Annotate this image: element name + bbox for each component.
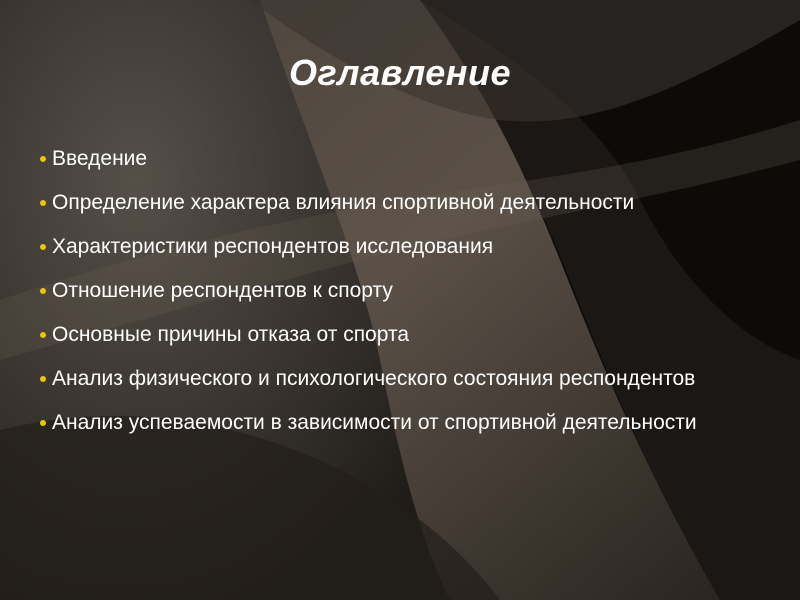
toc-item-academic-performance <box>40 407 710 438</box>
bullet-icon <box>40 288 46 294</box>
toc-item-label: Характеристики респондентов исследования <box>52 235 494 258</box>
toc-item-label: Анализ физического и психологического состояния респондентов <box>52 367 696 390</box>
bullet-icon <box>40 376 46 382</box>
toc-item-refusal-reasons <box>40 319 710 350</box>
toc-item-respondent-characteristics <box>40 231 710 262</box>
bullet-icon <box>40 200 46 206</box>
toc-item-physical-psychological-state <box>40 363 710 394</box>
toc-item-label: Определение характера влияния спортивной деятельности <box>52 191 635 214</box>
table-of-contents <box>40 143 710 451</box>
toc-item-label: Основные причины отказа от спорта <box>52 323 410 346</box>
bullet-icon <box>40 244 46 250</box>
toc-item-label: Анализ успеваемости в зависимости от спортивной деятельности <box>52 411 697 434</box>
slide-title: Оглавление <box>288 52 512 93</box>
bullet-icon <box>40 156 46 162</box>
toc-item-attitude-to-sport <box>40 275 710 306</box>
bullet-icon <box>40 420 46 426</box>
bullet-icon <box>40 332 46 338</box>
toc-item-label: Введение <box>52 147 148 170</box>
toc-item-sport-influence <box>40 187 710 218</box>
toc-item-label: Отношение респондентов к спорту <box>52 279 393 302</box>
toc-item-introduction <box>40 143 710 174</box>
